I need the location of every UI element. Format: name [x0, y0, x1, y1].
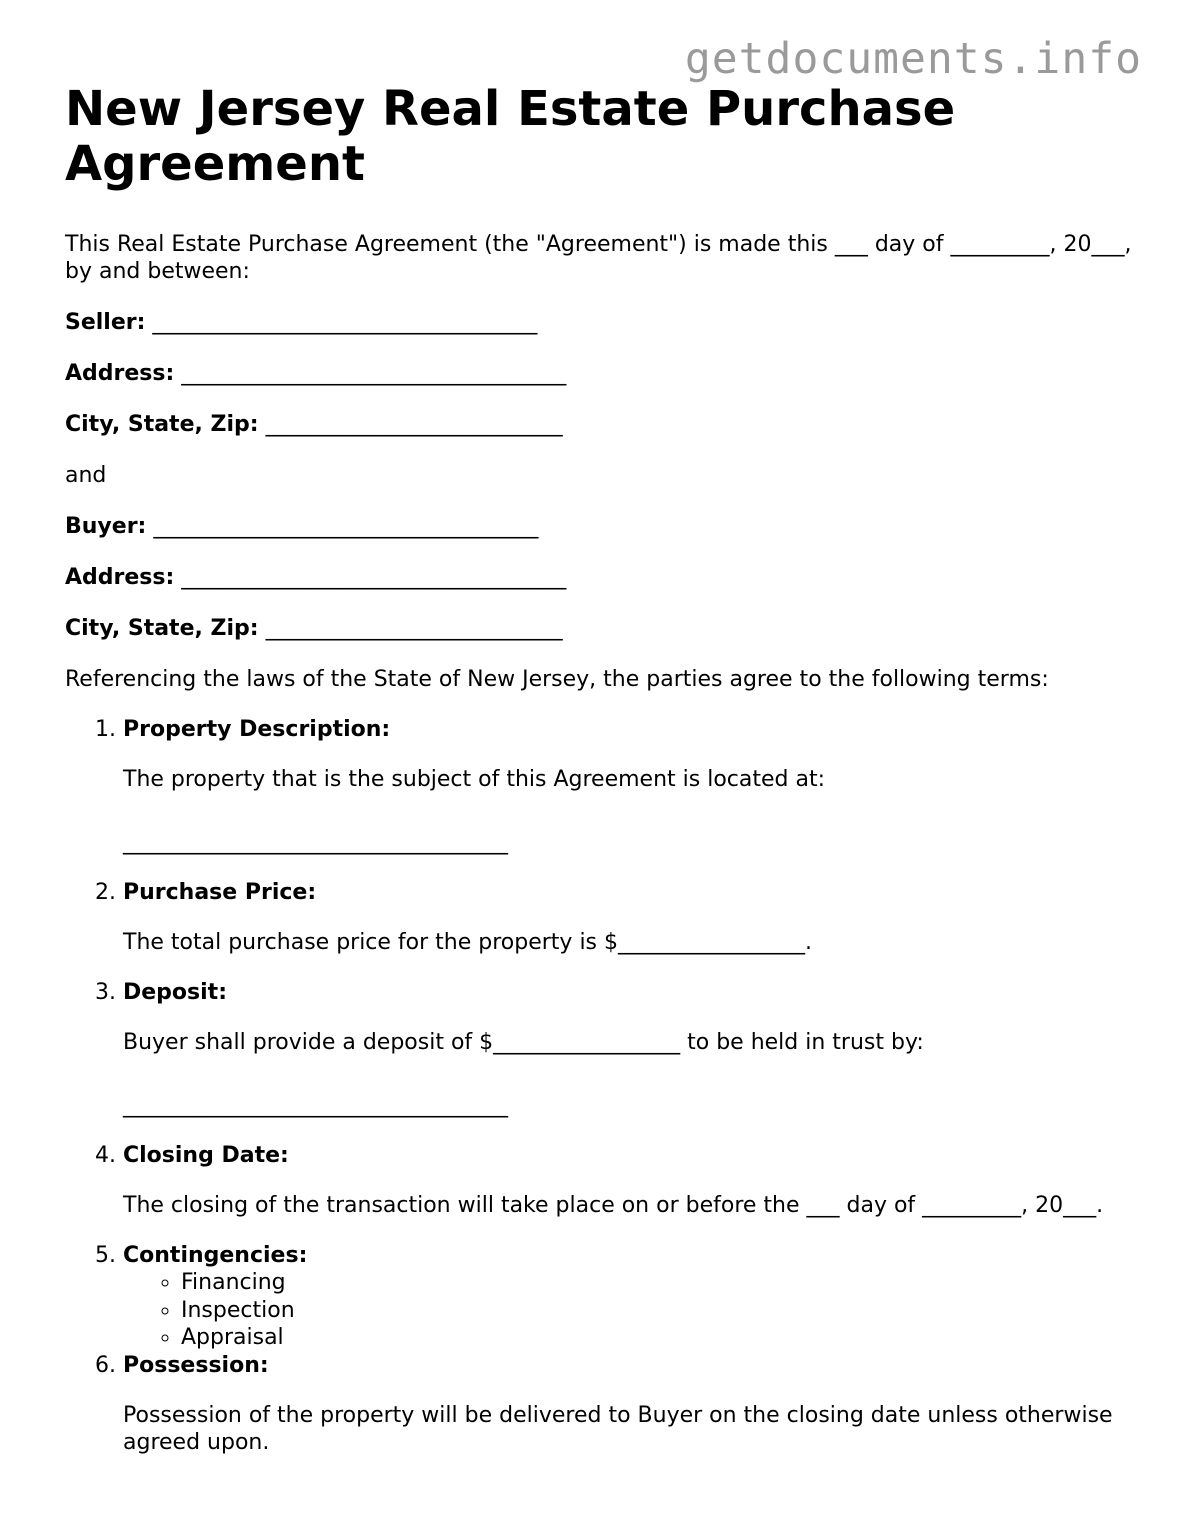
buyer-address-label: Address:: [65, 565, 175, 590]
referencing-paragraph: Referencing the laws of the State of New Jersey, the parties agree to the following terms:: [65, 667, 1049, 692]
seller-address-label: Address:: [65, 361, 175, 386]
term-property: [123, 716, 1145, 856]
possession-heading: Possession:: [123, 1352, 269, 1378]
list-item: ◦ Appraisal: [181, 1324, 1145, 1352]
seller-csz-row: [65, 411, 1145, 438]
contingencies-heading: Contingencies:: [123, 1243, 308, 1268]
page-title: New Jersey Real Estate Purchase Agreement: [65, 81, 956, 192]
price-heading: Purchase Price:: [123, 880, 317, 905]
watermark: getdocuments.info: [684, 34, 1142, 84]
and-text: and: [65, 463, 107, 488]
deposit-body: Buyer shall provide a deposit of $_________________ to be held in trust by:: [123, 1030, 924, 1055]
buyer-name-blank[interactable]: ___________________________________: [153, 514, 539, 539]
price-body: The total purchase price for the property is $_________________.: [123, 930, 813, 955]
seller-address-row: [65, 360, 1145, 387]
term-closing: [123, 1142, 1145, 1219]
possession-body: Possession of the property will be delivered to Buyer on the closing date unless otherwise agreed upon.: [123, 1402, 1113, 1455]
seller-address-blank[interactable]: ___________________________________: [181, 361, 567, 386]
term-deposit: [123, 979, 1145, 1119]
intro-paragraph: This Real Estate Purchase Agreement (the "Agreement") is made this ___ day of _________, 20___, by and between:: [65, 232, 1132, 284]
buyer-address-blank[interactable]: ___________________________________: [181, 565, 567, 590]
seller-csz-blank[interactable]: ___________________________: [265, 412, 563, 437]
terms-list: [65, 716, 1145, 1456]
term-contingencies: [123, 1242, 1145, 1352]
buyer-csz-blank[interactable]: ___________________________: [265, 616, 563, 641]
seller-label: Seller:: [65, 310, 146, 335]
list-item: ◦ Financing: [181, 1269, 1145, 1297]
document-page: [65, 82, 1145, 1456]
property-heading: Property Description:: [123, 717, 391, 742]
buyer-label: Buyer:: [65, 514, 147, 539]
closing-body: The closing of the transaction will take place on or before the ___ day of _________, 20___.: [123, 1193, 1104, 1218]
list-item: ◦ Inspection: [181, 1297, 1145, 1325]
seller-name-blank[interactable]: ___________________________________: [152, 310, 538, 335]
term-possession: [123, 1352, 1145, 1456]
deposit-holder-blank[interactable]: ___________________________________: [123, 1093, 508, 1118]
buyer-address-row: [65, 564, 1145, 591]
buyer-csz-row: [65, 615, 1145, 642]
term-price: [123, 879, 1145, 956]
seller-name-row: [65, 309, 1145, 336]
property-body: The property that is the subject of this Agreement is located at:: [123, 767, 826, 792]
seller-csz-label: City, State, Zip:: [65, 412, 259, 437]
property-address-blank[interactable]: ___________________________________: [123, 830, 508, 855]
buyer-name-row: [65, 513, 1145, 540]
deposit-heading: Deposit:: [123, 980, 227, 1005]
contingencies-list: [123, 1269, 1145, 1352]
closing-heading: Closing Date:: [123, 1143, 289, 1168]
buyer-csz-label: City, State, Zip:: [65, 616, 259, 641]
